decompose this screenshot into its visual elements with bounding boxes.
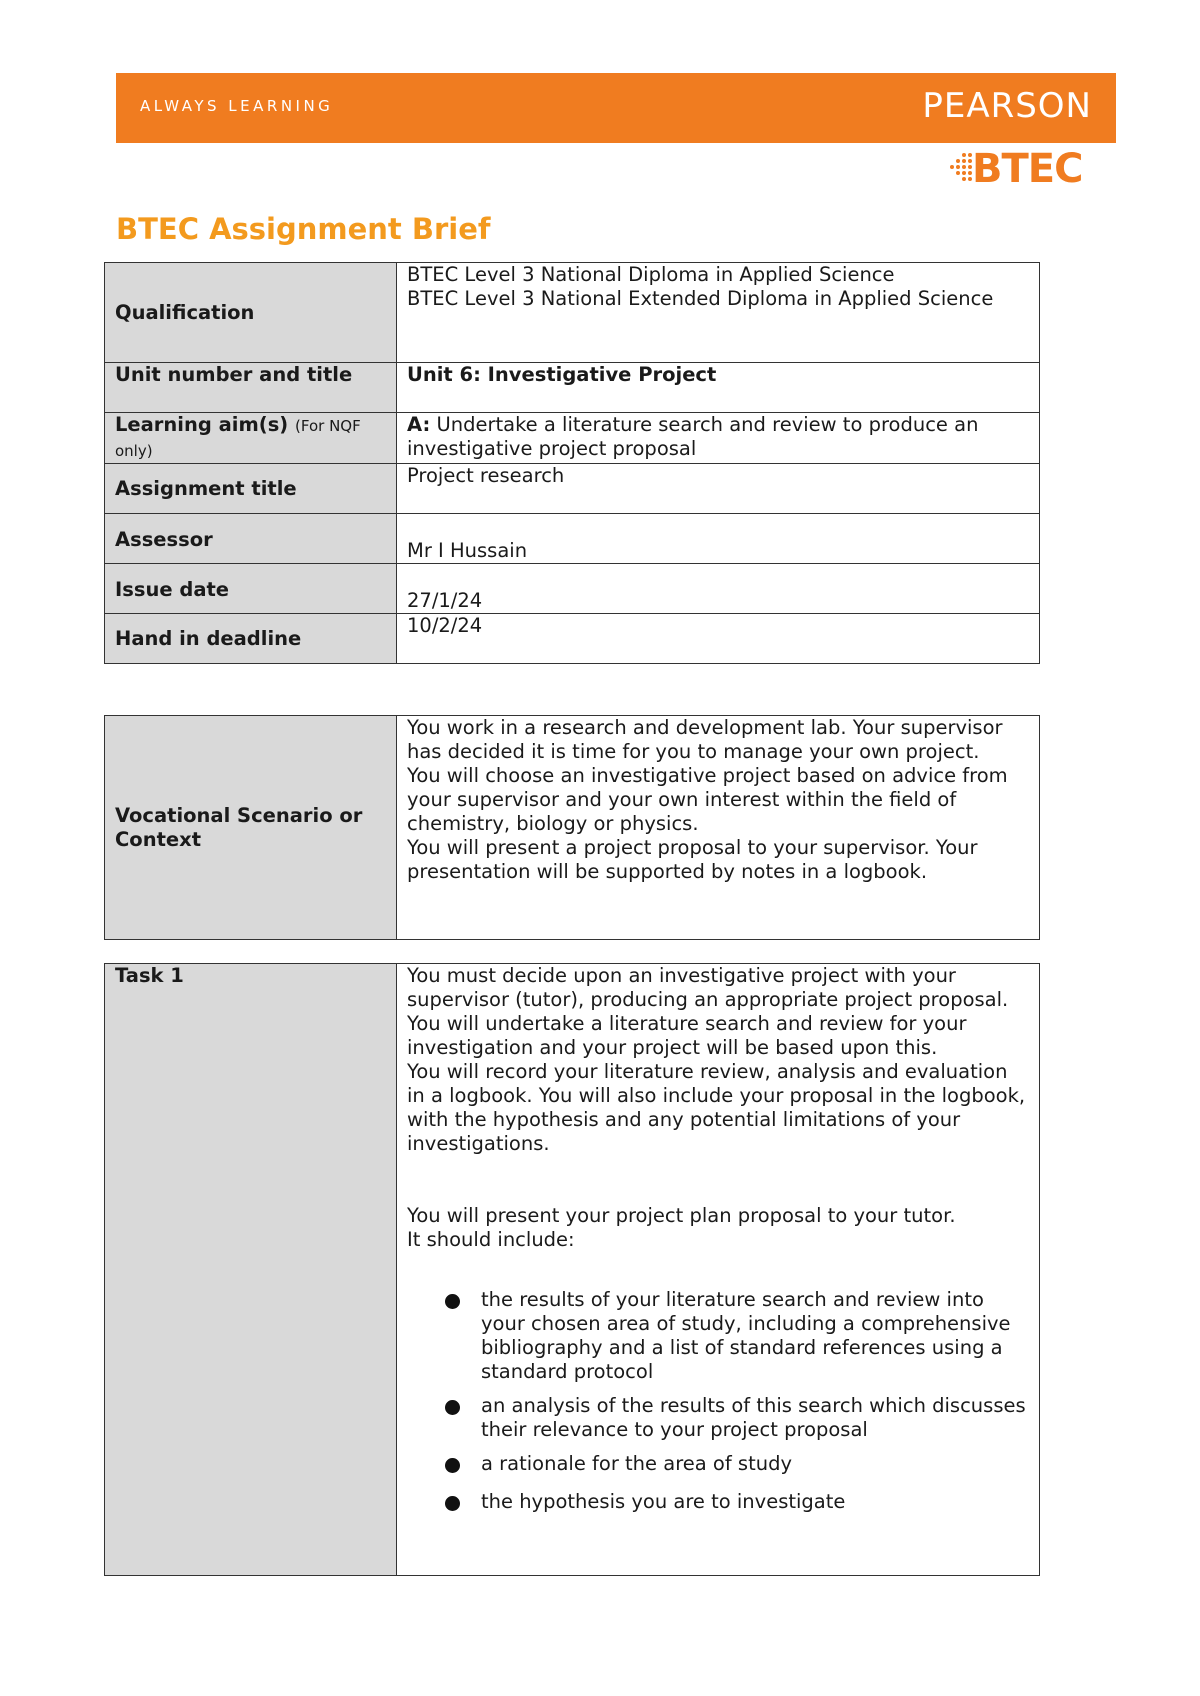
btec-wordmark: BTEC [972, 146, 1083, 192]
task-paragraph: You will undertake a literature search and review for your investigation and your project will be based upon this. [407, 1012, 967, 1059]
learning-aim-row [105, 413, 1040, 464]
requirements-list [407, 1288, 1029, 1514]
list-item-text: the results of your literature search and review into your chosen area of study, including a comprehensive bibliography and a list of standard references using a standard protocol [481, 1288, 1011, 1383]
assignment-details-table [104, 262, 1040, 664]
assessor-label: Assessor [105, 514, 397, 564]
task-table [104, 963, 1040, 1576]
list-item [407, 1490, 1029, 1514]
assignment-title-value: Project research [397, 464, 1040, 514]
deadline-label: Hand in deadline [105, 614, 397, 664]
bullet-icon [445, 1496, 460, 1511]
learning-aim-value [397, 413, 1040, 464]
learning-aim-title: Learning aim(s) [115, 413, 289, 436]
unit-row [105, 363, 1040, 413]
task-1-value [397, 964, 1040, 1576]
assignment-title-label: Assignment title [105, 464, 397, 514]
task-1-row [105, 964, 1040, 1576]
learning-aim-text: Undertake a literature search and review to produce an investigative project proposal [407, 413, 979, 460]
assessor-row [105, 514, 1040, 564]
assessor-value: Mr I Hussain [397, 514, 1040, 564]
qualification-value [397, 263, 1040, 363]
scenario-label: Vocational Scenario or Context [105, 716, 397, 940]
unit-value: Unit 6: Investigative Project [397, 363, 1040, 413]
list-item-text: a rationale for the area of study [481, 1452, 793, 1475]
qualification-label: Qualification [105, 263, 397, 363]
scenario-paragraph: You will choose an investigative project based on advice from your supervisor and your own interest within the field of chemistry, biology or physics. [407, 764, 1008, 835]
issue-date-value: 27/1/24 [397, 564, 1040, 614]
scenario-paragraph: You will present a project proposal to your supervisor. Your presentation will be supported by notes in a logbook. [407, 836, 978, 883]
list-item [407, 1452, 1029, 1476]
page-title: BTEC Assignment Brief [116, 212, 491, 246]
btec-dots-icon [950, 152, 974, 182]
issue-date-label: Issue date [105, 564, 397, 614]
list-item-text: an analysis of the results of this search which discusses their relevance to your project proposal [481, 1394, 1026, 1441]
btec-logo [950, 146, 1120, 192]
list-item [407, 1394, 1029, 1442]
deadline-value: 10/2/24 [397, 614, 1040, 664]
plan-line: It should include: [407, 1228, 575, 1251]
issue-date-row [105, 564, 1040, 614]
unit-label: Unit number and title [105, 363, 397, 413]
bullet-icon [445, 1294, 460, 1309]
banner-tagline: ALWAYS LEARNING [140, 97, 334, 115]
scenario-paragraph: You work in a research and development lab. Your supervisor has decided it is time for you to manage your own project. [407, 716, 1003, 763]
scenario-value [397, 716, 1040, 940]
list-item [407, 1288, 1029, 1384]
qualification-row [105, 263, 1040, 363]
qualification-line: BTEC Level 3 National Extended Diploma in Applied Science [407, 287, 994, 310]
pearson-logo: PEARSON [922, 86, 1092, 126]
learning-aim-label [105, 413, 397, 464]
task-paragraph: You must decide upon an investigative project with your supervisor (tutor), producing an appropriate project proposal. [407, 964, 1009, 1011]
learning-aim-note: (For NQF only) [115, 417, 361, 460]
bullet-icon [445, 1458, 460, 1473]
task-1-label: Task 1 [105, 964, 397, 1576]
plan-line: You will present your project plan proposal to your tutor. [407, 1204, 956, 1227]
bullet-icon [445, 1400, 460, 1415]
learning-aim-prefix: A: [407, 413, 431, 436]
assignment-title-row [105, 464, 1040, 514]
deadline-row [105, 614, 1040, 664]
task-paragraph: You will record your literature review, analysis and evaluation in a logbook. You will also include your proposal in the logbook, with the hypothesis and any potential limitations of your investigations. [407, 1060, 1026, 1155]
pearson-banner [116, 73, 1116, 143]
qualification-line: BTEC Level 3 National Diploma in Applied Science [407, 263, 895, 286]
scenario-row [105, 716, 1040, 940]
scenario-table [104, 715, 1040, 940]
list-item-text: the hypothesis you are to investigate [481, 1490, 846, 1513]
